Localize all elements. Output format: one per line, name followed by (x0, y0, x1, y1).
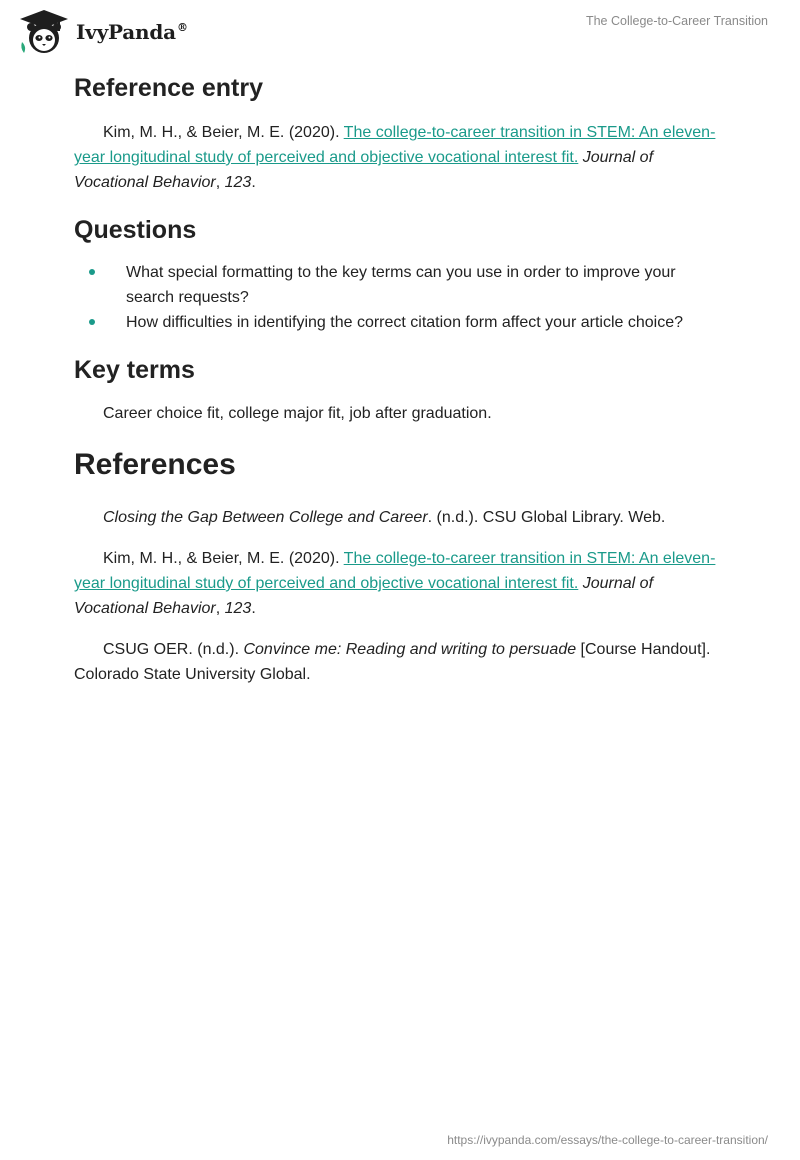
footer-url: https://ivypanda.com/essays/the-college-to-career-transition/ (447, 1133, 768, 1147)
essay-content (74, 70, 724, 687)
questions-list (74, 260, 724, 335)
logo-wordmark: IvyPanda® (76, 20, 188, 44)
list-item: How difficulties in identifying the correct citation form affect your article choice? (74, 310, 724, 335)
reference-link[interactable]: The college-to-career transition in STEM: An eleven-year longitudinal study of perceived and objective vocational interest fit. (74, 550, 716, 592)
key-terms-heading: Key terms (74, 356, 195, 384)
reference-entry-heading: Reference entry (74, 74, 263, 102)
page-header (0, 0, 800, 60)
reference-entry-citation: Kim, M. H., & Beier, M. E. (2020). The college-to-career transition in STEM: An eleven-year longitudinal study of perceived and objective vocational interest fit. Journal of Vocational Behavior, 123. (74, 124, 716, 191)
list-item: What special formatting to the key terms can you use in order to improve your search requests? (74, 260, 724, 310)
reference-item: CSUG OER. (n.d.). Convince me: Reading and writing to persuade [Course Handout]. Colorado State University Global. (74, 641, 711, 683)
reference-item: Kim, M. H., & Beier, M. E. (2020). The college-to-career transition in STEM: An eleven-year longitudinal study of perceived and objective vocational interest fit. Journal of Vocational Behavior, 123. (74, 550, 716, 617)
bullet-icon (89, 269, 95, 275)
panda-graduate-icon (16, 8, 72, 56)
bullet-icon (89, 319, 95, 325)
references-heading: References (74, 448, 236, 481)
document-title: The College-to-Career Transition (585, 14, 768, 28)
questions-heading: Questions (74, 216, 197, 244)
reference-entry-link[interactable]: The college-to-career transition in STEM: An eleven-year longitudinal study of perceived and objective vocational interest fit. (74, 124, 716, 166)
key-terms-text: Career choice fit, college major fit, job after graduation. (103, 405, 492, 422)
ivypanda-logo[interactable] (16, 8, 188, 56)
reference-item: Closing the Gap Between College and Career. (n.d.). CSU Global Library. Web. (103, 509, 666, 526)
